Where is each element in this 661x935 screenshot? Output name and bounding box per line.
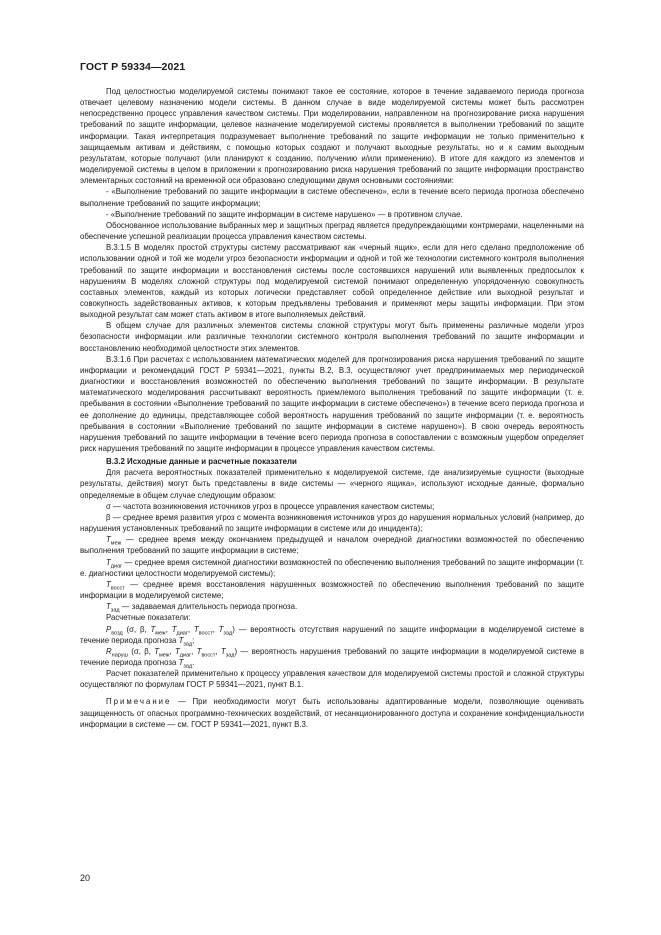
document-body [80, 86, 584, 730]
note [80, 696, 584, 729]
indicator-r-narush: $R_{наруш}$ (σ, β, $T_{меж}$, $T_{диаг}$, $T_{восст}$, $T_{зад}$) — вероятность нарушения требований по защите информации в моделируемой системе в течение периода прогноза $T_{зад}$. [80, 646, 585, 670]
list-item-state-ensured: - «Выполнение требований по защите информации в системе обеспечено», если в течение всего периода прогноза обеспечено выполнение требований по защите информации; [80, 187, 584, 208]
note-label: Примечание [106, 697, 172, 707]
definition-t-mezh: $T_{меж}$ — среднее время между окончанием предыдущей и началом очередной диагностики возможностей по обеспечению выполнения требований по защите информации в системе; [80, 535, 584, 556]
section-heading-b32: В.3.2 Исходные данные и расчетные показатели [106, 457, 297, 467]
definition-beta: β — среднее время развития угроз с момента возникновения источников угроз до нарушения нормальных условий (например, до нарушения установленных требований по защите информации в системе или до инцидента); [80, 512, 584, 534]
definition-t-vosst: $T_{восст}$ — среднее время восстановления нарушенных возможностей по обеспечению выполнения требований по защите информации в моделируемой системе; [80, 579, 584, 601]
paragraph-countermeasures: Обоснованное использование выбранных мер и защитных преград является предупреждающими контрмерами, нацеленными на обеспечение успешной реализации процесса управления качеством системы. [80, 220, 584, 242]
note-text: — При необходимости могут быть использованы адаптированные модели, позволяющие оценивать защищенность от опасных программно-технических воздействий, от несанкционированного доступа и сохранение конфиденциальности информации в системе — см. ГОСТ Р 59341—2021, пункт В.3. [80, 697, 584, 729]
page-number: 20 [80, 873, 91, 883]
definition-sigma: σ — частота возникновения источников угроз в процессе управления качеством системы; [106, 501, 435, 511]
paragraph-b315: В.3.1.5 В моделях простой структуры систему рассматривают как «черный ящик», если для него сделано предположение об использовании одной и той же модели угроз безопасности информации и одной и той же технологии системного контроля выполнения требований по защите информации и восстановления системы после состоявшихся нарушений или выявленных предпосылок к нарушениям В моделях сложной структуры под моделируемой системой понимают определенную упорядоченную совокупность составных элементов, каждый из которых логически представляет собой определенное действие или выходной результат и совокупность задействованных активов, к которым предъявлены требования и применяют меры защиты информации. При этом выходной результат сам может стать активом в итоге выполняемых действий. [80, 243, 584, 320]
list-item-state-violated: - «Выполнение требований по защите информации в системе нарушено» — в противном случае. [106, 209, 463, 219]
paragraph-general-case: В общем случае для различных элементов системы сложной структуры могут быть применены различные модели угроз безопасности информации или различные технологии системного контроля выполнения требований по защите информации и восстановлению необходимой целостности этих элементов. [80, 321, 584, 353]
page-header-standard-number: ГОСТ Р 59334—2021 [80, 61, 186, 73]
paragraph-closing: Расчет показателей применительно к процессу управления качеством для моделируемой системы простой и сложной структуры осуществляют по формулам ГОСТ Р 59341—2021, пункт В.1. [80, 669, 584, 690]
indicators-label: Расчетные показатели: [106, 613, 191, 623]
definition-t-diag: $T_{диаг}$ — среднее время системной диагностики возможностей по обеспечению выполнения требований по защите информации (т. е. диагностики целостности моделируемой системы); [80, 557, 584, 578]
indicator-p-vozd: $P_{возд}$ (σ, β, $T_{меж}$, $T_{диаг}$, $T_{восст}$, $T_{зад}$) — вероятность отсутствия нарушений по защите информации в моделируемой системе в течение периода прогноза $T_{зад}$; [80, 624, 585, 648]
paragraph-section-intro: Для расчета вероятностных показателей применительно к моделируемой системе, где анализируемые сущности (выходные результаты, действия) могут быть представлены в виде системы — «черного ящика», используют исходные данные, формально определяемые в общем случае следующим образом: [80, 468, 584, 500]
definition-t-zad: $T_{зад}$ — задаваемая длительность периода прогноза. [106, 602, 298, 614]
paragraph-b316: В.3.1.6 При расчетах с использованием математических моделей для прогнозирования риска нарушения требований по защите информации и рекомендаций ГОСТ Р 59341—2021, пункты В.2, В.3, осуществляют учет предпринимаемых мер периодической диагностики и восстановления возможностей по обеспечению выполнения требований по защите информации. В результате математического моделирования рассчитывают вероятность приемлемого выполнения требований по защите информации (т. е. пребывания в состоянии «Выполнение требований по защите информации в системе обеспечено») в течение всего периода прогноза и ее дополнение до единицы, представляющее собой вероятность нарушения требований по защите информации (т. е. вероятность пребывания в состоянии «Выполнение требований по защите информации в системе нарушено»). В свою очередь вероятность нарушения требований по защите информации в течение всего периода прогноза в сопоставлении с возможным ущербом определяет риск нарушения требований по защите информации в процессе управления качеством системы. [80, 354, 584, 453]
paragraph-integrity: Под целостностью моделируемой системы понимают такое ее состояние, которое в течение задаваемого периода прогноза отвечает целевому назначению модели системы. В данном случае в виде моделируемой системы может быть рассмотрен непосредственно процесс управления качеством системы. При моделировании, направленном на прогнозирование риска нарушения требований по защите информации, целевое назначение моделируемой системы проявляется в выполнении требований по защите информации. Такая интерпретация подразумевает выполнение требований по защите информации не только применительно к защищаемым активам и действиям, с помощью которых создают и получают выходные результаты, но и к самим выходным результатам, которые получают (или планируют к созданию, получению и/или применению). В итоге для каждого из элементов и моделируемой системы в целом в приложении к прогнозированию риска нарушения требований по защите информации пространство элементарных состояний на временной оси образовано следующими двумя основными состояниями: [80, 87, 584, 186]
